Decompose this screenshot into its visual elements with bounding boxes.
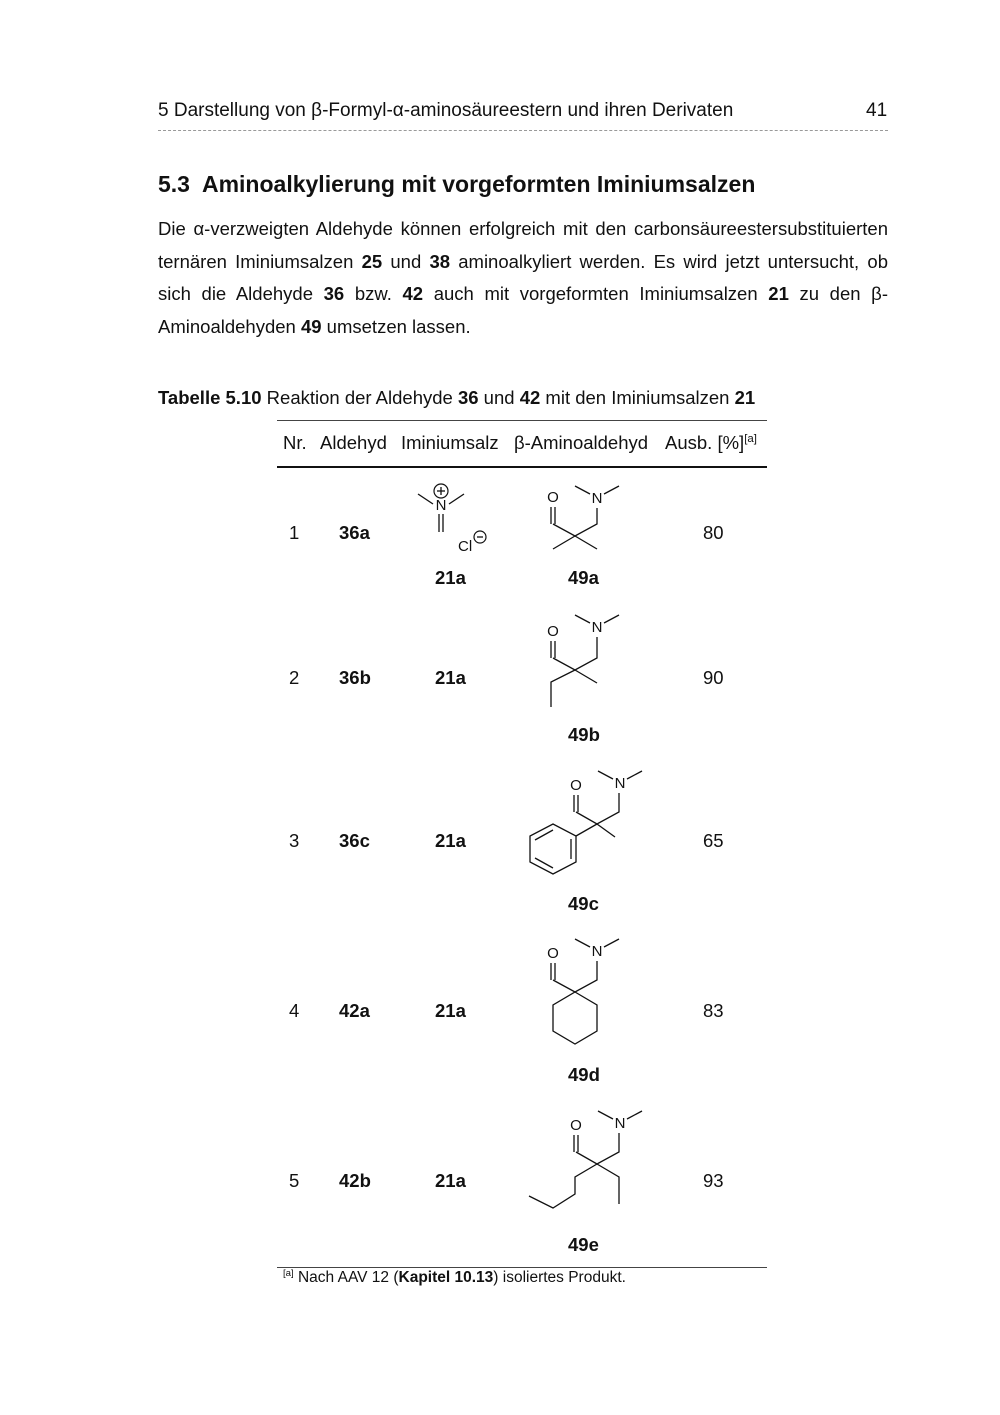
atom-label: N bbox=[614, 1115, 626, 1132]
paragraph-text: und bbox=[382, 250, 430, 272]
row-iminiumsalz: 21a bbox=[435, 830, 466, 851]
product-label: 49d bbox=[568, 1064, 600, 1085]
compound-ref: 36 bbox=[323, 283, 345, 304]
running-title: 5 Darstellung von β-Formyl-α-aminosäureestern und ihren Derivaten bbox=[158, 100, 734, 121]
row-yield: 65 bbox=[703, 830, 724, 851]
atom-label: N bbox=[591, 490, 603, 507]
iminium-salt-structure bbox=[410, 480, 490, 560]
atom-label: Cl bbox=[458, 538, 473, 555]
table-label: Tabelle 5.10 bbox=[158, 387, 262, 408]
header-iminiumsalz: Iminiumsalz bbox=[401, 432, 499, 453]
product-structure bbox=[540, 934, 630, 1049]
section-title: Aminoalkylierung mit vorgeformten Iminiumsalzen bbox=[201, 171, 756, 197]
row-nr: 5 bbox=[289, 1170, 300, 1191]
paragraph-text: aminoalkyliert werden. Es wird jetzt untersucht, ob sich die Aldehyde bbox=[158, 250, 888, 304]
row-iminiumsalz: 21a bbox=[435, 1170, 466, 1191]
caption-text: und bbox=[478, 387, 520, 408]
product-structure bbox=[540, 612, 630, 712]
atom-label: N bbox=[591, 619, 603, 636]
header-aldehyd: Aldehyd bbox=[320, 432, 387, 453]
paragraph-text: zu den β-Aminoaldehyden bbox=[158, 283, 888, 337]
paragraph-text: Die α-verzweigten Aldehyde können erfolgreich mit den carbonsäureestersubstituierten ternären Iminiumsalzen bbox=[158, 218, 888, 272]
row-nr: 2 bbox=[289, 667, 300, 688]
section-heading bbox=[158, 171, 755, 198]
product-label: 49c bbox=[568, 893, 599, 914]
chapter-reference: Kapitel 10.13 bbox=[398, 1269, 494, 1287]
compound-ref: 42 bbox=[402, 283, 424, 304]
header-divider bbox=[158, 130, 888, 131]
atom-label: N bbox=[614, 775, 626, 792]
atom-label: O bbox=[547, 489, 559, 506]
row-iminiumsalz: 21a bbox=[435, 667, 466, 688]
iminium-salt-label: 21a bbox=[435, 567, 466, 588]
compound-ref: 21 bbox=[734, 387, 756, 408]
row-aldehyd: 36a bbox=[339, 522, 370, 543]
page-number: 41 bbox=[866, 100, 888, 121]
atom-label: O bbox=[547, 623, 559, 640]
row-yield: 83 bbox=[703, 1000, 724, 1021]
body-paragraph bbox=[158, 213, 888, 343]
paragraph-text: umsetzen lassen. bbox=[321, 315, 471, 337]
row-aldehyd: 36c bbox=[339, 830, 370, 851]
atom-label: N bbox=[435, 497, 447, 514]
atom-label: O bbox=[547, 945, 559, 962]
compound-ref: 38 bbox=[429, 250, 451, 272]
caption-text: mit den Iminiumsalzen bbox=[540, 387, 735, 408]
atom-label: N bbox=[591, 943, 603, 960]
table-header-rule bbox=[277, 466, 767, 468]
paragraph-text: bzw. bbox=[344, 283, 403, 304]
row-nr: 3 bbox=[289, 830, 300, 851]
footnote-text: Nach AAV 12 ( bbox=[293, 1269, 399, 1287]
atom-label: O bbox=[570, 777, 582, 794]
product-label: 49b bbox=[568, 724, 600, 745]
product-structure bbox=[520, 764, 650, 879]
row-nr: 1 bbox=[289, 522, 300, 543]
paragraph-text: auch mit vorgeformten Iminiumsalzen bbox=[423, 283, 769, 304]
header-ausbeute-label: Ausb. [%] bbox=[665, 432, 745, 453]
header-footnote-mark: [a] bbox=[744, 432, 757, 445]
compound-ref: 49 bbox=[300, 315, 322, 337]
compound-ref: 42 bbox=[519, 387, 541, 408]
product-structure bbox=[540, 478, 630, 558]
product-label: 49a bbox=[568, 567, 599, 588]
caption-text: Reaktion der Aldehyde bbox=[261, 387, 458, 408]
row-iminiumsalz: 21a bbox=[435, 1000, 466, 1021]
product-label: 49e bbox=[568, 1234, 599, 1255]
table-caption bbox=[158, 387, 755, 409]
row-yield: 93 bbox=[703, 1170, 724, 1191]
header-aminoaldehyd: β-Aminoaldehyd bbox=[514, 432, 649, 453]
footnote-mark: [a] bbox=[283, 1268, 294, 1279]
row-aldehyd: 42a bbox=[339, 1000, 370, 1021]
header-ausbeute bbox=[665, 432, 757, 454]
row-yield: 90 bbox=[703, 667, 724, 688]
row-aldehyd: 42b bbox=[339, 1170, 371, 1191]
compound-ref: 36 bbox=[457, 387, 479, 408]
compound-ref: 25 bbox=[361, 250, 383, 272]
section-number: 5.3 bbox=[158, 171, 190, 197]
product-structure bbox=[520, 1106, 650, 1221]
compound-ref: 21 bbox=[768, 283, 789, 304]
atom-label: O bbox=[570, 1117, 582, 1134]
row-aldehyd: 36b bbox=[339, 667, 371, 688]
row-yield: 80 bbox=[703, 522, 724, 543]
header-nr: Nr. bbox=[283, 432, 307, 453]
footnote-text: ) isoliertes Produkt. bbox=[493, 1269, 626, 1287]
table-footnote bbox=[283, 1268, 626, 1287]
row-nr: 4 bbox=[289, 1000, 300, 1021]
table-top-rule bbox=[277, 420, 767, 421]
